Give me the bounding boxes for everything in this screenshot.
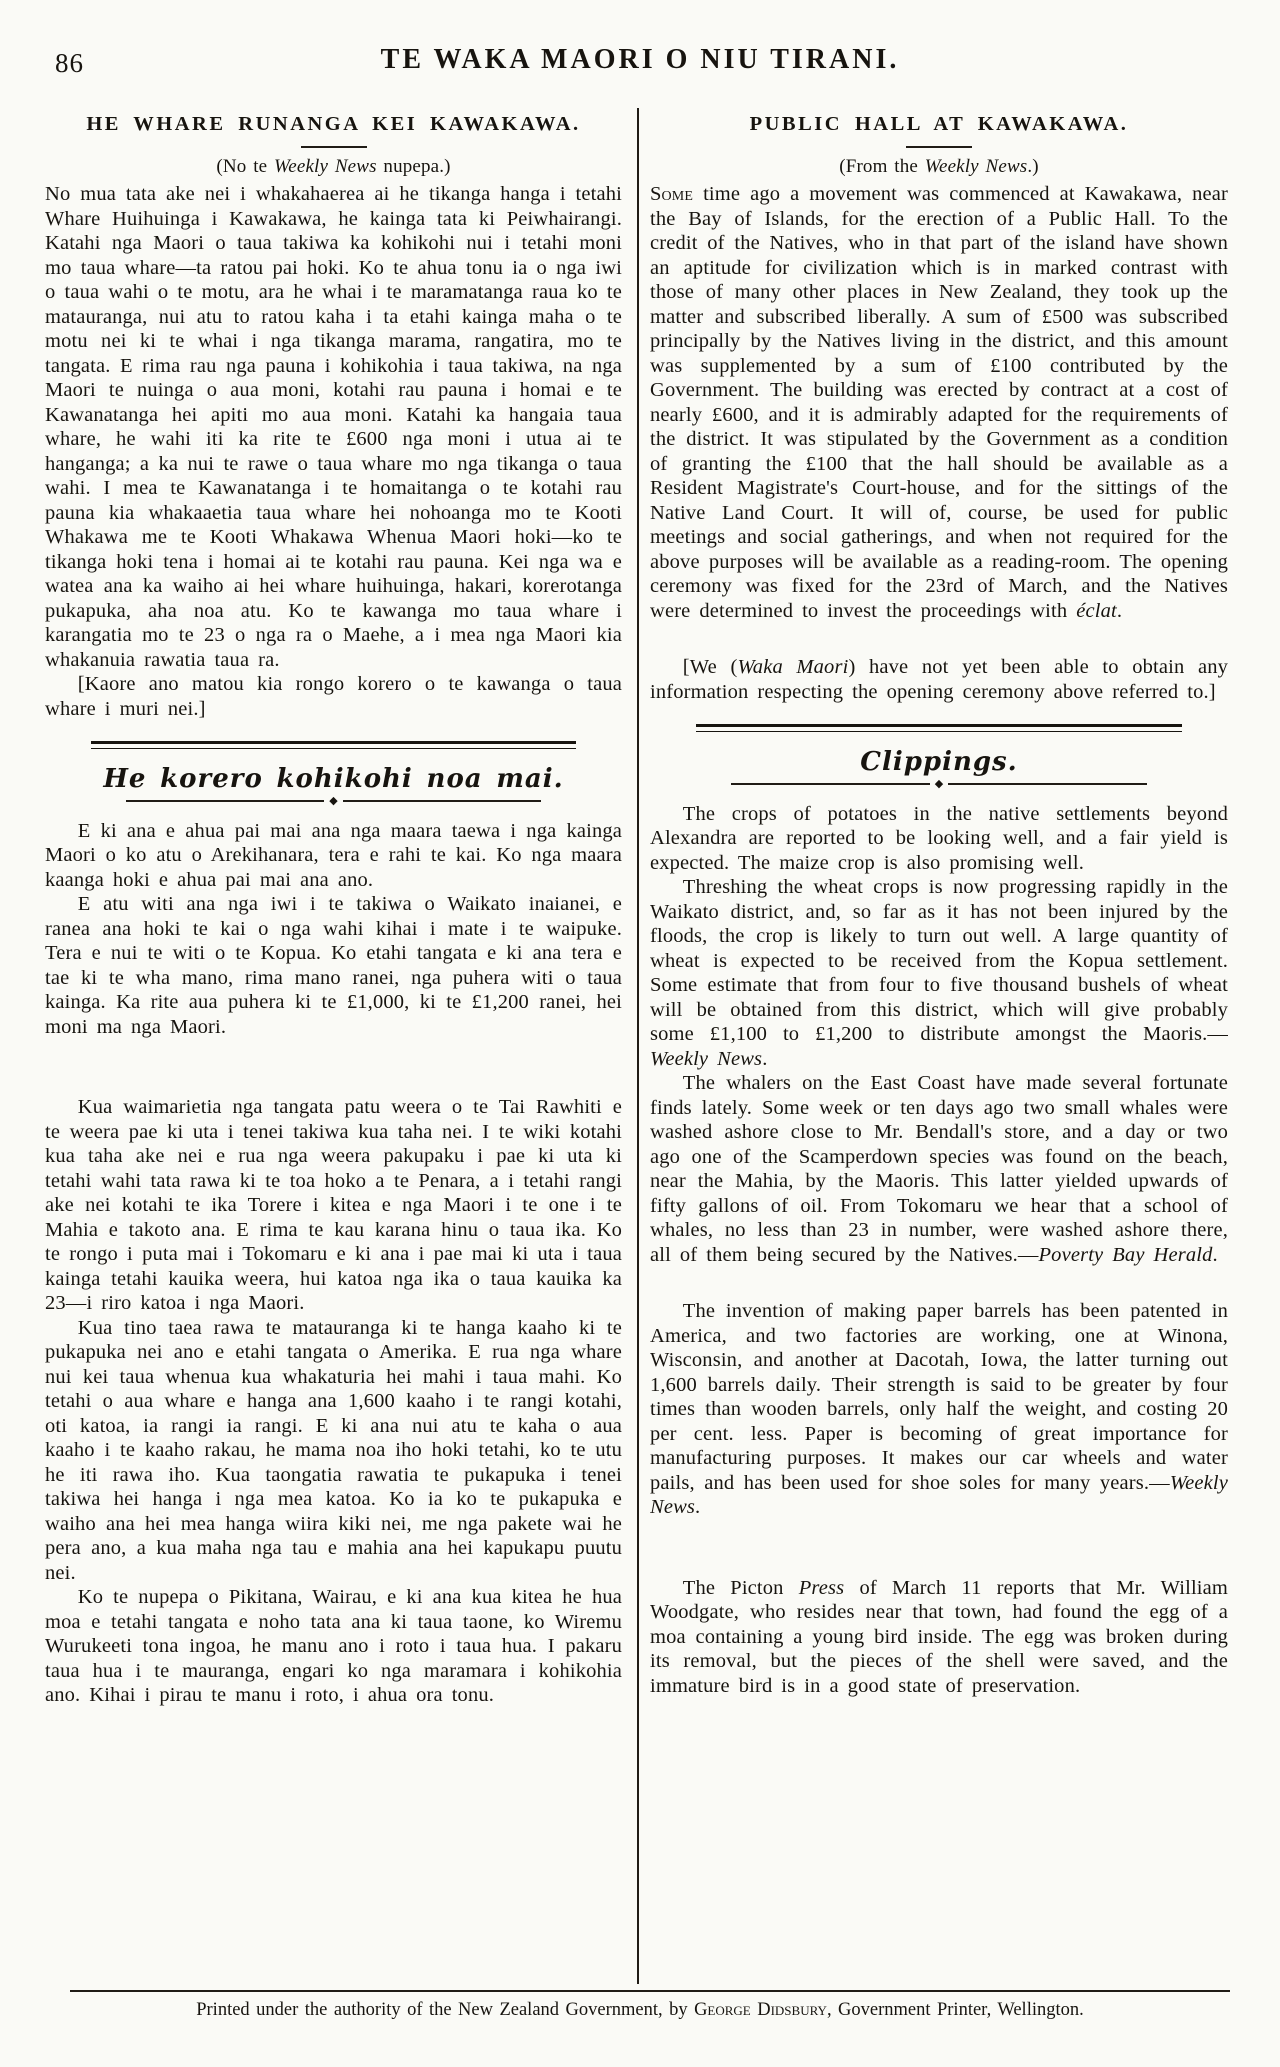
ornament-line — [948, 783, 1147, 785]
paragraph: [We (Waka Maori) have not yet been able to obtain any information respecting the opening ceremony above referred to.] — [650, 656, 1228, 703]
ornament-line — [343, 800, 541, 802]
attribution-line: (From the Weekly News.) — [839, 155, 1039, 177]
paragraph: The invention of making paper barrels has been patented in America, and two factories are working, one at Winona, Wisconsin, and another at Dacotah, Iowa, the latter turning out 1,600 barrels daily. Their strength is said to be greater by four times than wooden barrels, only half the weight, and costing 20 per cent. less. Paper is becoming of great importance for manufacturing purposes. It makes our car wheels and water pails, and has been used for shoe soles for many years.—Weekly News. — [650, 1300, 1228, 1518]
paragraph: No mua tata ake nei i whakahaerea ai he tikanga hanga i tetahi Whare Huihuinga i Kawakawa, he kainga tata ki Peiwhairangi. Katahi nga Maori o taua takiwa ka kohikohi nui i tetahi moni mo taua whare—ta ratou pai hoki. Ko te ahua tonu ia o nga iwi o taua wahi o te motu, ara he whai i te maramatanga raua ko te matauranga, nui atu to ratou kaha i ta etahi kainga maha o te motu nei ki te whai i nga tikanga marama, rangatira, mo te tangata. E rima rau nga pauna i kohikohia i taua takiwa, na nga Maori te nuinga o aua moni, kotahi rau pauna i homai e te Kawanatanga hei apiti mo aua moni. Katahi ka hangaia taua whare, he wahi iti ka rite te £600 nga moni i utua ai te hanganga; a ka nui te rawe o taua whare mo nga tikanga o taua wahi. I mea te Kawanatanga i te homaitanga o te kotahi rau pauna kia whakaaetia taua whare hei nohoanga mo te Kooti Whakawa me te Kooti Whakawa Whenua Maori hoki—ko te tikanga hoki tena i homai ai te kotahi rau pauna. Kei nga wa e watea ana ka waiho ai hei whare huihuinga, hakari, korerotanga pukapuka, aha noa atu. Ko te kawanga mo taua whare i karangatia mo te 23 o nga ra o Maehe, a i mea nga Maori kia whakanuia rawatia taua ra. — [45, 183, 622, 671]
paragraph: The whalers on the East Coast have made several fortunate finds lately. Some week or ten days ago two small whales were washed ashore close to Mr. Bendall's store, and a day or two ago one of the Scamperdown species was found on the beach, near the Mahia, by the Maoris. This latter yielded upwards of fifty gallons of oil. From Tokomaru we hear that a school of whales, no less than 23 in number, were washed ashore there, all of them being secured by the Natives.—Poverty Bay Herald. — [650, 1072, 1228, 1266]
column-divider-rule — [637, 108, 639, 1984]
diamond-ornament-rule — [126, 796, 541, 807]
diamond-ornament-rule — [731, 779, 1147, 790]
article-body — [45, 819, 622, 1708]
paragraph: Kua tino taea rawa te matauranga ki te hanga kaaho ki te pukapuka nei ano e etahi tangata o Amerika. E rua nga whare nui kei taua whenua kua whakaturia hei mahi i taua mahi. Ko tetahi o aua whare e hanga ana 1,600 kaaho i te rangi kotahi, oti katoa, ia rangi ia rangi. E ki ana nui atu te kaha o aua kaaho i te kaaho rakau, he mama noa iho hoki tetahi, ko te utu he iti rawa iho. Kua taongatia rawatia te pukapuka i tenei takiwa hei hanga i nga mea katoa. Ko ia ko te pukapuka e waiho ana hei mea hanga wiira kiki nei, me nga pakete wai he pera ano, a kua maha nga tau e mahia ana hei kapukapu puutu nei. — [45, 1316, 622, 1584]
article-he-whare-runanga — [45, 112, 622, 721]
ornament-line — [731, 783, 930, 785]
paragraph: Kua waimarietia nga tangata patu weera o te Tai Rawhiti e te weera pae ki uta i tenei takiwa kua taha nei. I te wiki kotahi kua taha ake nei e rua nga weera pakupaku i pae ki uta ki tetahi wahi tata rawa ki te toa hoko a te Penara, a i tetahi rangi ake nei kotahi te ika Torere i kitea e nga Maori i te one i te Mahia e takoto ana. E rima te kau karana hinu o taua ika. Ko te rongo i puta mai i Tokomaru e ki ana i pae mai ki uta i taua kainga tetahi kauika weera, hui katoa nga ika o taua kauika ka 23—i riro katoa i nga Maori. — [45, 1096, 622, 1314]
right-column — [650, 112, 1228, 1980]
heading-rule — [301, 146, 367, 148]
paragraph: Ko te nupepa o Pikitana, Wairau, e ki ana kua kitea he hua moa e tetahi tangata e noho tata ana ki taua taone, ko Wiremu Wurukeeti tona ingoa, he manu ano i roto i taua hua. I pakaru taua hua i te mauranga, engari ko nga maramara i kohikohia ano. Kihai i pirau te manu i roto, i ahua ora tonu. — [45, 1586, 622, 1706]
left-column — [45, 112, 622, 1980]
article-he-korero-kohikohi — [45, 764, 622, 1708]
paragraph: The crops of potatoes in the native settlements beyond Alexandra are reported to be looking well, and a fair yield is expected. The maize crop is also promising well. — [650, 802, 1228, 874]
section-divider-rule — [696, 724, 1182, 732]
paragraph: [Kaore ano matou kia rongo korero o te kawanga o taua whare i muri nei.] — [45, 673, 622, 720]
masthead-title: TE WAKA MAORI O NIU TIRANI. — [380, 44, 900, 75]
article-body — [650, 802, 1228, 1699]
paragraph: E atu witi ana nga iwi i te takiwa o Waikato inaianei, e ranea ana hoki te kai o nga wahi kihai i mate i te waipuke. Tera e nui te witi o te Kopua. Ko etahi tangata e ki ana tera e tae ki te wha mano, rima mano ranei, nga puhera witi o taua kainga. Ka rite aua puhera ki te £1,000, ki te £1,200 ranei, hei moni ma nga Maori. — [45, 893, 622, 1038]
section-divider-rule — [91, 741, 576, 749]
article-clippings — [650, 747, 1228, 1698]
ornament-line — [126, 800, 324, 802]
footer-rule — [70, 1990, 1230, 1992]
paragraph: Some time ago a movement was commenced at Kawakawa, near the Bay of Islands, for the erection of a Public Hall. To the credit of the Natives, who in that part of the island have shown an aptitude for civilization which is in marked contrast with those of many other places in New Zealand, they took up the matter and subscribed liberally. A sum of £500 was subscribed principally by the Natives living in the district, and this amount was supplemented by a sum of £100 contributed by the Government. The building was erected by contract at a cost of nearly £600, and it is admirably adapted for the requirements of the district. It was stipulated by the Government as a condition of granting the £100 that the hall should be available as a Resident Magistrate's Court-house, and for the sittings of the Native Land Court. It will of, course, be used for public meetings and social gatherings, and when not required for the above purposes will be available as a reading-room. The opening ceremony was fixed for the 23rd of March, and the Natives were determined to invest the proceedings with éclat. — [650, 183, 1228, 622]
diamond-icon: ◆ — [934, 777, 944, 790]
page-number: 86 — [55, 48, 84, 78]
article-public-hall — [650, 112, 1228, 704]
imprint-line: Printed under the authority of the New Zealand Government, by George Didsbury, Government Printer, Wellington. — [196, 2000, 1084, 2020]
article-heading: HE WHARE RUNANGA KEI KAWAKAWA. — [86, 113, 581, 135]
article-body — [650, 182, 1228, 704]
attribution-line: (No te Weekly News nupepa.) — [216, 155, 451, 177]
paragraph: Threshing the wheat crops is now progressing rapidly in the Waikato district, and, so far as it has not been injured by the floods, the crop is likely to turn out well. A large quantity of wheat is expected to be received from the Kopua settlement. Some estimate that from four to five thousand bushels of wheat will be obtained from this district, which will give probably some £1,100 to £1,200 to distribute amongst the Maoris.—Weekly News. — [650, 876, 1228, 1070]
diamond-icon: ◆ — [329, 794, 338, 807]
article-heading-blackletter: Clippings. — [860, 747, 1018, 777]
paragraph: E ki ana e ahua pai mai ana nga maara taewa i nga kainga Maori o ko atu o Arekihanara, tera e rahi te kai. Ko nga maara kaanga hoki e ahua pai mai ana ano. — [45, 819, 622, 891]
heading-rule — [906, 146, 972, 148]
article-heading: PUBLIC HALL AT KAWAKAWA. — [749, 113, 1129, 135]
article-body — [45, 182, 622, 721]
article-heading-blackletter: He korero kohikohi noa mai. — [103, 764, 564, 794]
paragraph: The Picton Press of March 11 reports that Mr. William Woodgate, who resides near that town, had found the egg of a moa containing a young bird inside. The egg was broken during its removal, but the pieces of the shell were saved, and the immature bird is in a good state of preservation. — [650, 1576, 1228, 1697]
